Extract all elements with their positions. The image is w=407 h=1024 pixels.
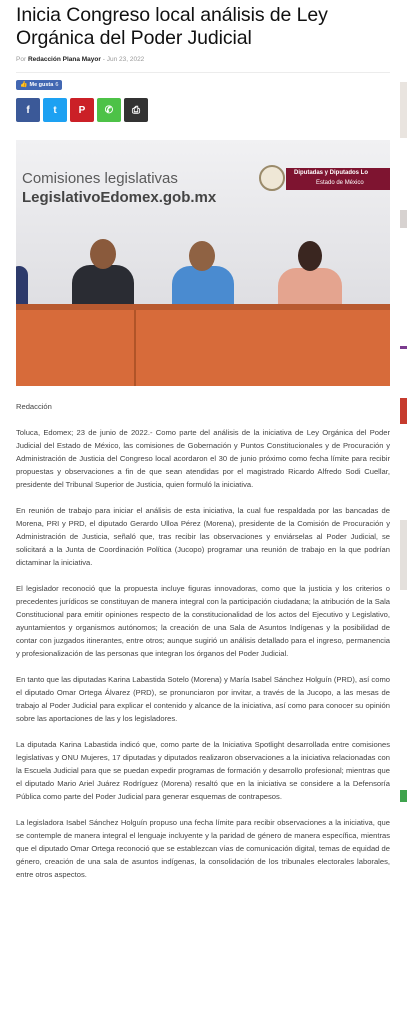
thumbs-up-icon: 👍: [20, 82, 28, 88]
like-label: Me gusta: [29, 81, 54, 88]
paragraph-credit: Redacción: [16, 402, 52, 411]
article-body: [16, 400, 390, 881]
paragraph: El legislador reconoció que la propuesta incluye figuras innovadoras, como que la justicia y los criterios o precedentes jurídicos se constituyan de manera integral con la participación ciudadana; la atribución de la Sala Constitucional para emitir opiniones respecto de la constitucionalidad de los actos del Ejecutivo y Legislativo, ayuntamientos y organismos autónomos; la creación de una Sala de Asuntos Indígenas y la posibilidad de contar con juzgados itinerantes, entre otros; aunque sugirió un análisis detallado para el ingreso, permanencia y profesionalización de las personas que integran los órganos del Poder Judicial.: [16, 584, 390, 658]
header-divider: [16, 72, 390, 73]
whatsapp-icon: ✆: [104, 104, 114, 116]
share-bar: [16, 98, 390, 122]
print-icon: ⎙: [132, 104, 140, 116]
photo-wall-url: LegislativoEdomex.gob.mx: [22, 189, 217, 206]
facebook-share-button[interactable]: [16, 98, 40, 122]
twitter-icon: t: [53, 104, 57, 116]
print-button[interactable]: [124, 98, 148, 122]
publish-date: - Jun 23, 2022: [102, 56, 145, 63]
pinterest-share-button[interactable]: [70, 98, 94, 122]
sidebar-thumbnail-edge[interactable]: [400, 82, 407, 138]
photo-banner-subtitle: Estado de México: [316, 180, 364, 186]
photo-wall-text: Comisiones legislativas: [22, 170, 178, 187]
sidebar-thumbnail-edge[interactable]: [400, 210, 407, 228]
byline-prefix: Por: [16, 56, 27, 63]
facebook-icon: f: [26, 104, 30, 116]
paragraph: La legisladora Isabel Sánchez Holguín propuso una fecha límite para recibir observaciones a la iniciativa, que se contemple de manera integral el lenguaje incluyente y la paridad de género de manera específica, mientras que el diputado Omar Ortega reconoció que se establezcan vías de comunicación digital, temas de equidad de género, creación de una sala de asuntos indígenas, la consolidación de los tribunales electorales laborales, entre otros aspectos.: [16, 818, 390, 879]
congress-seal-icon: [259, 165, 285, 191]
sidebar-thumbnail-edge[interactable]: [400, 398, 407, 424]
author-link[interactable]: Redacción Plana Mayor: [27, 56, 101, 63]
paragraph: En reunión de trabajo para iniciar el análisis de esta iniciativa, la cual fue respaldada por las bancadas de Morena, PRI y PRD, el diputado Gerardo Ulloa Pérez (Morena), presidente de la Comisión de Procuración y Administración de Justicia, señaló que, tras recibir las observaciones y enviárselas al Poder Judicial, se solicitará a la Junta de Coordinación Política (Jucopo) programar una reunión de trabajo en la que podrían dictaminar la iniciativa.: [16, 506, 390, 567]
twitter-share-button[interactable]: [43, 98, 67, 122]
pinterest-icon: P: [78, 104, 86, 116]
paragraph: Toluca, Edomex; 23 de junio de 2022.- Como parte del análisis de la iniciativa de Ley Orgánica del Poder Judicial del Estado de México, las comisiones de Gobernación y Puntos Constitucionales y de Procuración y Administración de Justicia del Congreso local acordaron el 30 de junio próximo como fecha límite para recibir propuestas y observaciones a fin de que sean atendidas por el magistrado Ricardo Alfredo Sodi Cuellar, presidente del Tribunal Superior de Justicia, quien formuló la iniciativa.: [16, 428, 390, 489]
sidebar-accent-edge: [400, 790, 407, 802]
photo-banner-title: Diputadas y Diputados Lo: [294, 170, 369, 176]
article-meta: [16, 56, 390, 63]
whatsapp-share-button[interactable]: [97, 98, 121, 122]
like-count: 6: [55, 81, 59, 88]
table-divider: [134, 310, 136, 386]
article: [16, 0, 390, 894]
paragraph: La diputada Karina Labastida indicó que, como parte de la Iniciativa Spotlight desarrollada entre comisiones legislativas y ONU Mujeres, 17 diputadas y diputados realizaron observaciones a la iniciativa relacionadas con la Escuela Judicial para que se puedan expedir programas de formación y desarrollo profesional; mientras que el diputado Mario Ariel Juárez Rodríguez (Morena) resaltó que en la iniciativa se considere a la Defensoría Pública como parte del Poder Judicial para generar esquemas de contrapesos.: [16, 740, 390, 801]
article-photo: [16, 140, 390, 386]
sidebar-thumbnail-edge[interactable]: [400, 520, 407, 590]
article-title: Inicia Congreso local análisis de Ley Orgánica del Poder Judicial: [16, 4, 328, 49]
table-front: [16, 310, 390, 386]
facebook-like-button[interactable]: [16, 80, 62, 90]
sidebar-accent-edge: [400, 346, 407, 349]
paragraph: En tanto que las diputadas Karina Labastida Sotelo (Morena) y María Isabel Sánchez Holguín (PRD), así como el diputado Omar Ortega Álvarez (PRD), se pronunciaron por invitar, a través de la Jucopo, a las mesas de trabajo al Poder Judicial para explicar el contenido y alcance de la iniciativa, así como para conocer su opinión sobre las aportaciones de las y los legisladores.: [16, 675, 390, 723]
